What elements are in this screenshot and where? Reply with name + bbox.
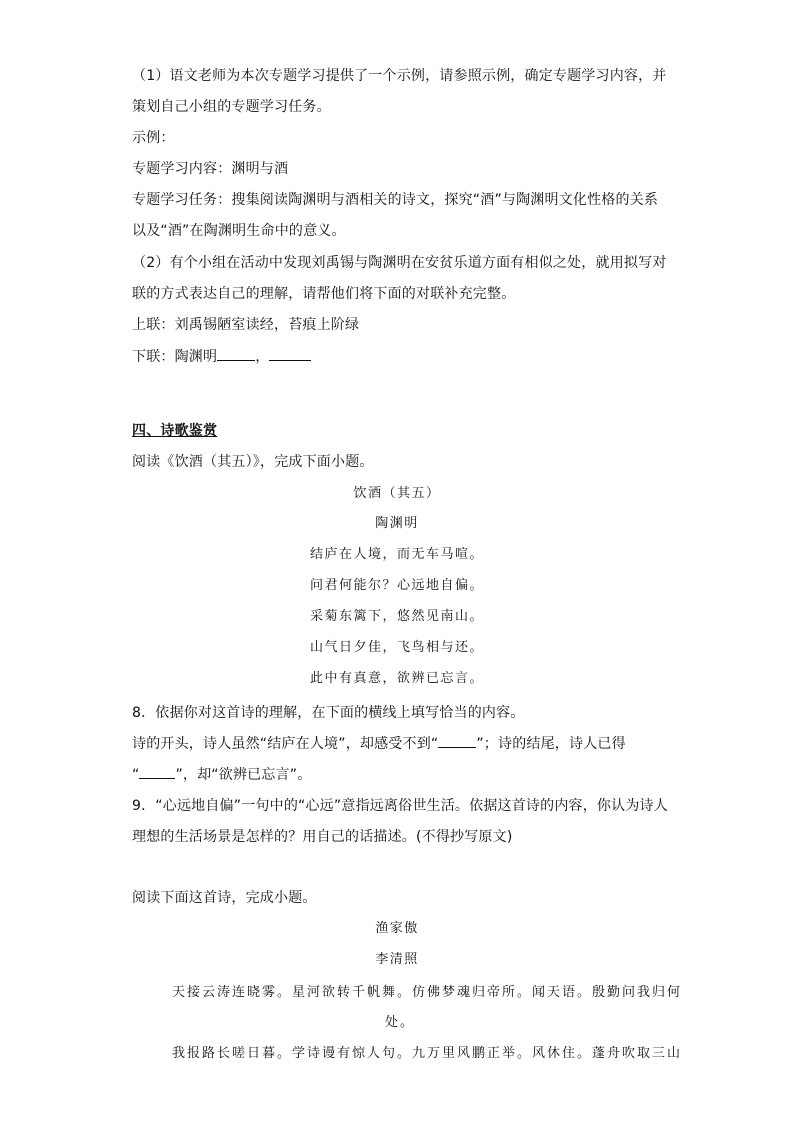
poem-2-line: 天接云涛连晓雾。星河欲转千帆舞。仿佛梦魂归帝所。闻天语。殷勤问我归何 (172, 985, 683, 1000)
lower-couplet (132, 346, 311, 367)
poem-2-title: 渔家傲 (375, 921, 419, 936)
section-heading: 四、诗歌鉴赏 (132, 423, 218, 439)
example-label: 示例： (132, 130, 175, 146)
question-8-text: “ (132, 767, 140, 783)
reading-intro: 阅读《饮酒（其五）》，完成下面小题。 (132, 454, 374, 470)
answer-blank[interactable] (217, 346, 255, 361)
lower-couplet-separator: ， (255, 349, 270, 365)
question-9-line-2: 理想的生活场景是怎样的？用自己的话描述。(不得抄写原文) (132, 829, 513, 845)
question-8-line-2 (132, 733, 626, 754)
question-1-line-1: （1）语文老师为本次专题学习提供了一个示例，请参照示例，确定专题学习内容，并 (132, 68, 667, 84)
poem-2-line: 处。 (385, 1015, 416, 1030)
answer-blank[interactable] (438, 733, 476, 748)
lower-couplet-prefix: 下联：陶渊明 (132, 349, 218, 365)
question-8-line-3 (132, 764, 311, 785)
poem-title: 饮酒（其五） (353, 486, 441, 501)
question-1-line-2: 策划自己小组的专题学习任务。 (132, 99, 331, 115)
question-8-line-1: 8．依据你对这首诗的理解，在下面的横线上填写恰当的内容。 (132, 705, 525, 721)
answer-blank[interactable] (269, 346, 311, 361)
reading-intro-2: 阅读下面这首诗，完成小题。 (132, 890, 317, 906)
question-2-line-2: 联的方式表达自己的理解，请帮他们将下面的对联补充完整。 (132, 286, 516, 302)
poem-2-author: 李清照 (375, 952, 419, 967)
poem-line: 此中有真意，欲辨已忘言。 (309, 671, 484, 686)
upper-couplet: 上联：刘禹锡陋室读经，苔痕上阶绿 (132, 317, 360, 333)
poem-2-line: 我报路长嗟日暮。学诗谩有惊人句。九万里风鹏正举。风休住。蓬舟吹取三山 (172, 1046, 683, 1061)
poem-author: 陶渊明 (375, 516, 419, 531)
poem-line: 结庐在人境，而无车马喧。 (309, 547, 484, 562)
answer-blank[interactable] (139, 764, 175, 779)
question-8-text: ”；诗的结尾，诗人已得 (476, 736, 626, 752)
study-task-line-2: 以及“酒”在陶渊明生命中的意义。 (132, 223, 346, 239)
question-8-text: ”，却“欲辨已忘言”。 (175, 767, 312, 783)
question-8-text: 诗的开头，诗人虽然“结庐在人境”，却感受不到“ (132, 736, 439, 752)
question-9-line-1: 9．“心远地自偏”一句中的“心远”意指远离俗世生活。依据这首诗的内容，你认为诗人 (132, 798, 668, 814)
study-task-line-1: 专题学习任务：搜集阅读陶渊明与酒相关的诗文，探究“酒”与陶渊明文化性格的关系 (132, 192, 659, 208)
study-content-line: 专题学习内容：渊明与酒 (132, 161, 289, 177)
poem-line: 问君何能尔？心远地自偏。 (309, 578, 484, 593)
poem-line: 山气日夕佳，飞鸟相与还。 (309, 640, 484, 655)
poem-line: 采菊东篱下，悠然见南山。 (309, 609, 484, 624)
question-2-line-1: （2）有个小组在活动中发现刘禹锡与陶渊明在安贫乐道方面有相似之处，就用拟写对 (132, 255, 667, 271)
